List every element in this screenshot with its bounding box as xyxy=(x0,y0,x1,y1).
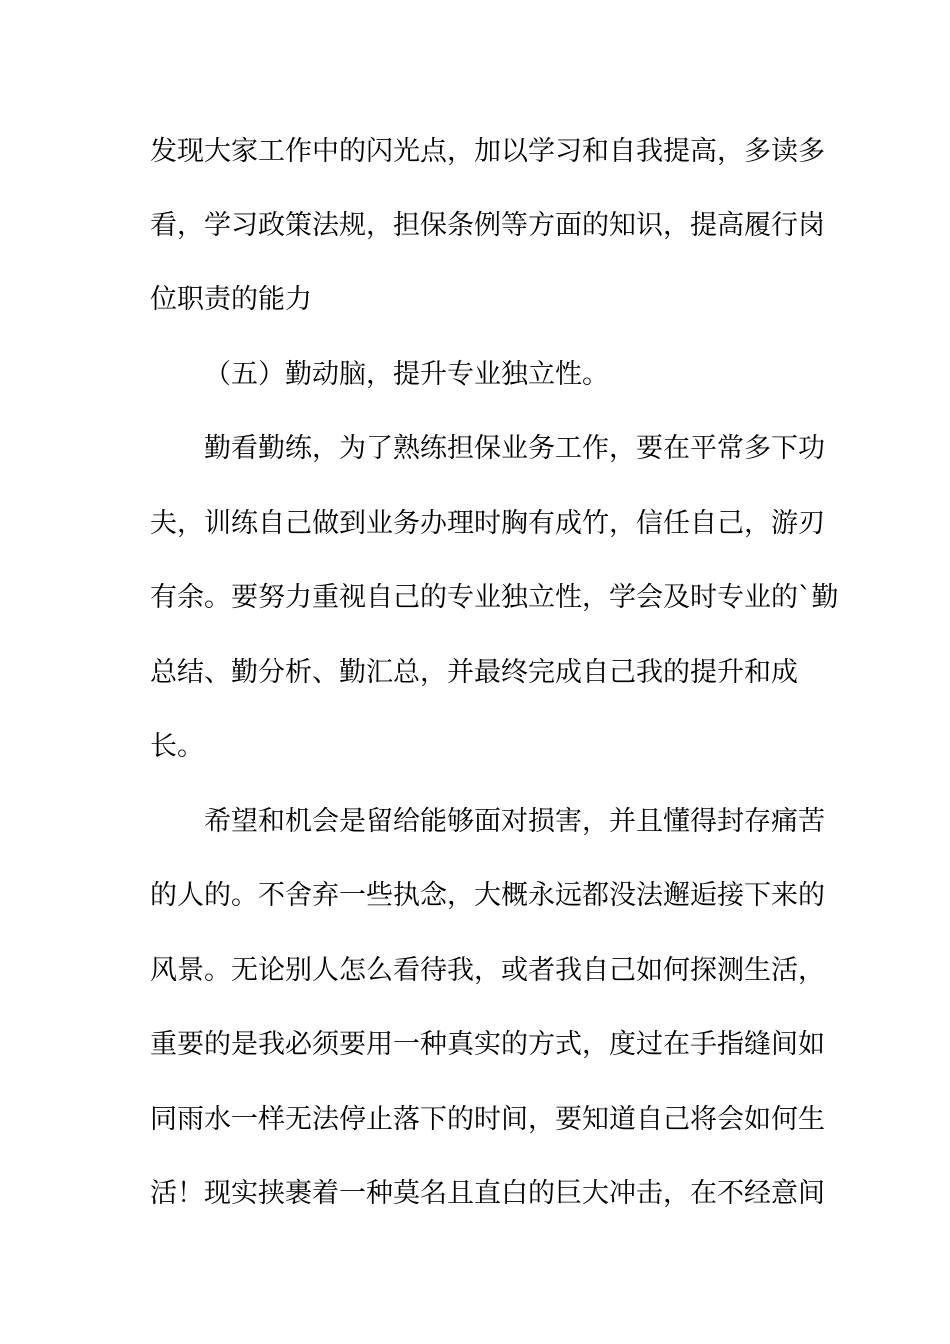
paragraph-2-line-1: 勤看勤练，为了熟练担保业务工作，要在平常多下功 xyxy=(204,433,825,464)
text-line-3: 位职责的能力 xyxy=(150,284,312,315)
paragraph-3-line-4: 重要的是我必须要用一种真实的方式，度过在手指缝间如 xyxy=(150,1029,825,1060)
paragraph-2-line-2: 夫，训练自己做到业务办理时胸有成竹，信任自己，游刃 xyxy=(150,508,825,539)
paragraph-2-line-3: 有余。要努力重视自己的专业独立性，学会及时专业的`勤 xyxy=(150,582,839,613)
text-line-1: 发现大家工作中的闪光点，加以学习和自我提高，多读多 xyxy=(150,136,825,167)
paragraph-3-line-1: 希望和机会是留给能够面对损害，并且懂得封存痛苦 xyxy=(204,806,825,837)
paragraph-3-line-2: 的人的。不舍弃一些执念，大概永远都没法邂逅接下来的 xyxy=(150,880,825,911)
paragraph-2-line-5: 长。 xyxy=(150,731,204,762)
section-heading: （五）勤动脑，提升专业独立性。 xyxy=(204,359,609,390)
paragraph-3-line-3: 风景。无论别人怎么看待我，或者我自己如何探测生活， xyxy=(150,955,825,986)
paragraph-3-line-6: 活！现实挟裹着一种莫名且直白的巨大冲击，在不经意间 xyxy=(150,1178,825,1209)
text-line-2: 看，学习政策法规，担保条例等方面的知识，提高履行岗 xyxy=(150,210,825,241)
paragraph-3-line-5: 同雨水一样无法停止落下的时间，要知道自己将会如何生 xyxy=(150,1104,825,1135)
paragraph-2-line-4: 总结、勤分析、勤汇总，并最终完成自己我的提升和成 xyxy=(150,657,798,688)
